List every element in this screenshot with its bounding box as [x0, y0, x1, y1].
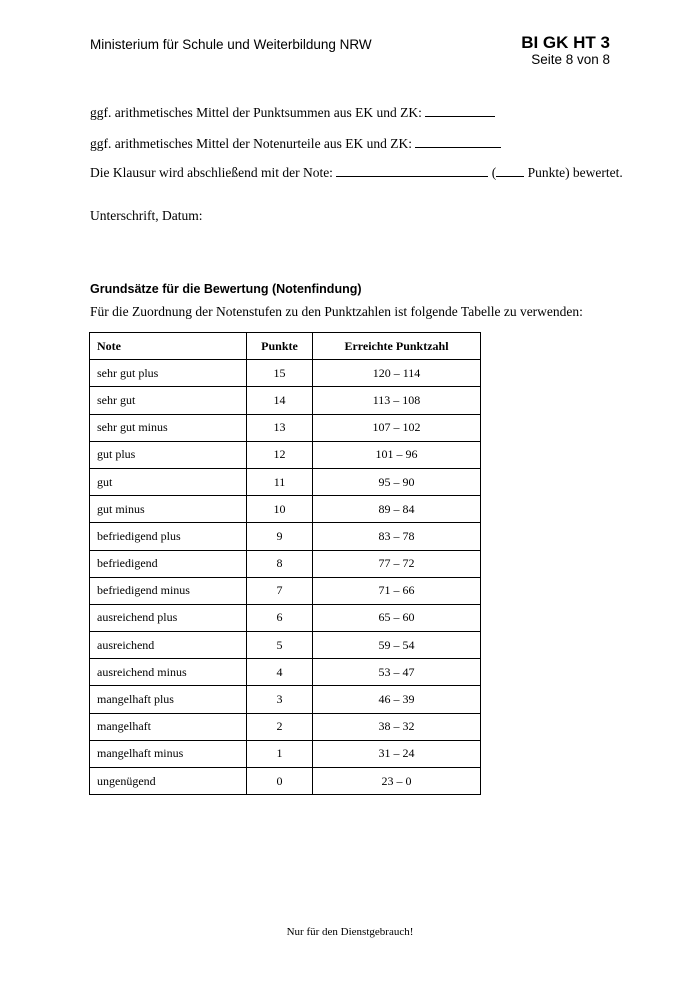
- table-row: [90, 414, 481, 441]
- grade-note-cell: ausreichend: [90, 632, 247, 659]
- grade-points-cell: 1: [247, 740, 313, 767]
- grade-range-cell: 107 – 102: [313, 414, 481, 441]
- section-title: Grundsätze für die Bewertung (Notenfindung): [90, 282, 362, 296]
- grade-table: [89, 332, 481, 795]
- final-grade-suffix: Punkte) bewertet.: [527, 165, 623, 180]
- grade-range-cell: 89 – 84: [313, 496, 481, 523]
- grade-range-cell: 77 – 72: [313, 550, 481, 577]
- footer-notice: Nur für den Dienstgebrauch!: [286, 926, 414, 938]
- table-row: [90, 604, 481, 631]
- table-row: [90, 686, 481, 713]
- signature-label: Unterschrift, Datum:: [90, 208, 203, 223]
- table-row: [90, 632, 481, 659]
- grade-points-cell: 9: [247, 523, 313, 550]
- grade-points-cell: 15: [247, 360, 313, 387]
- header-right: [521, 34, 610, 68]
- grade-range-cell: 120 – 114: [313, 360, 481, 387]
- header-note: Note: [90, 333, 247, 360]
- grade-points-cell: 8: [247, 550, 313, 577]
- exam-code: BI GK HT 3: [521, 33, 610, 52]
- grade-range-cell: 65 – 60: [313, 604, 481, 631]
- mean-grades-label: ggf. arithmetisches Mittel der Notenurteile aus EK und ZK:: [90, 136, 413, 151]
- table-row: [90, 550, 481, 577]
- grade-points-cell: 7: [247, 577, 313, 604]
- final-grade-line: [90, 164, 623, 181]
- grade-points-cell: 13: [247, 414, 313, 441]
- table-row: [90, 441, 481, 468]
- page-number: Seite 8 von 8: [531, 52, 610, 67]
- final-points-blank: [496, 164, 524, 177]
- header-punkte: Punkte: [247, 333, 313, 360]
- grade-note-cell: gut plus: [90, 441, 247, 468]
- table-row: [90, 577, 481, 604]
- grade-note-cell: befriedigend: [90, 550, 247, 577]
- grade-note-cell: mangelhaft minus: [90, 740, 247, 767]
- grade-note-cell: ungenügend: [90, 768, 247, 795]
- section-intro: Für die Zuordnung der Notenstufen zu den Punktzahlen ist folgende Tabelle zu verwenden:: [90, 304, 583, 319]
- grade-note-cell: gut: [90, 468, 247, 495]
- grade-points-cell: 12: [247, 441, 313, 468]
- grade-range-cell: 46 – 39: [313, 686, 481, 713]
- table-row: [90, 659, 481, 686]
- final-grade-open-paren: (: [491, 165, 497, 180]
- grade-points-cell: 14: [247, 387, 313, 414]
- mean-points-label: ggf. arithmetisches Mittel der Punktsummen aus EK und ZK:: [90, 105, 422, 120]
- table-row: [90, 523, 481, 550]
- table-row: [90, 468, 481, 495]
- table-row: [90, 387, 481, 414]
- grade-range-cell: 53 – 47: [313, 659, 481, 686]
- grade-note-cell: sehr gut plus: [90, 360, 247, 387]
- grade-range-cell: 95 – 90: [313, 468, 481, 495]
- table-header-row: [90, 333, 481, 360]
- mean-points-line: [90, 104, 495, 121]
- final-grade-label: Die Klausur wird abschließend mit der Note:: [90, 165, 333, 180]
- table-row: [90, 713, 481, 740]
- grade-note-cell: sehr gut minus: [90, 414, 247, 441]
- table-row: [90, 740, 481, 767]
- grade-points-cell: 0: [247, 768, 313, 795]
- grade-note-cell: mangelhaft: [90, 713, 247, 740]
- grade-note-cell: gut minus: [90, 496, 247, 523]
- grade-range-cell: 38 – 32: [313, 713, 481, 740]
- grade-range-cell: 23 – 0: [313, 768, 481, 795]
- grade-points-cell: 5: [247, 632, 313, 659]
- mean-grades-blank: [415, 135, 501, 148]
- grade-range-cell: 31 – 24: [313, 740, 481, 767]
- table-row: [90, 496, 481, 523]
- grade-points-cell: 11: [247, 468, 313, 495]
- grade-range-cell: 83 – 78: [313, 523, 481, 550]
- grade-points-cell: 2: [247, 713, 313, 740]
- grade-range-cell: 101 – 96: [313, 441, 481, 468]
- grade-range-cell: 71 – 66: [313, 577, 481, 604]
- grade-points-cell: 3: [247, 686, 313, 713]
- grade-note-cell: befriedigend plus: [90, 523, 247, 550]
- grade-note-cell: ausreichend plus: [90, 604, 247, 631]
- grade-note-cell: sehr gut: [90, 387, 247, 414]
- grade-points-cell: 10: [247, 496, 313, 523]
- mean-grades-line: [90, 135, 501, 152]
- table-row: [90, 768, 481, 795]
- grade-note-cell: ausreichend minus: [90, 659, 247, 686]
- grade-range-cell: 59 – 54: [313, 632, 481, 659]
- grade-points-cell: 6: [247, 604, 313, 631]
- header-ministry: Ministerium für Schule und Weiterbildung NRW: [90, 37, 372, 52]
- table-row: [90, 360, 481, 387]
- final-grade-blank: [336, 164, 488, 177]
- grade-note-cell: mangelhaft plus: [90, 686, 247, 713]
- mean-points-blank: [425, 104, 495, 117]
- header-punktzahl: Erreichte Punktzahl: [313, 333, 481, 360]
- grade-range-cell: 113 – 108: [313, 387, 481, 414]
- grade-points-cell: 4: [247, 659, 313, 686]
- grade-note-cell: befriedigend minus: [90, 577, 247, 604]
